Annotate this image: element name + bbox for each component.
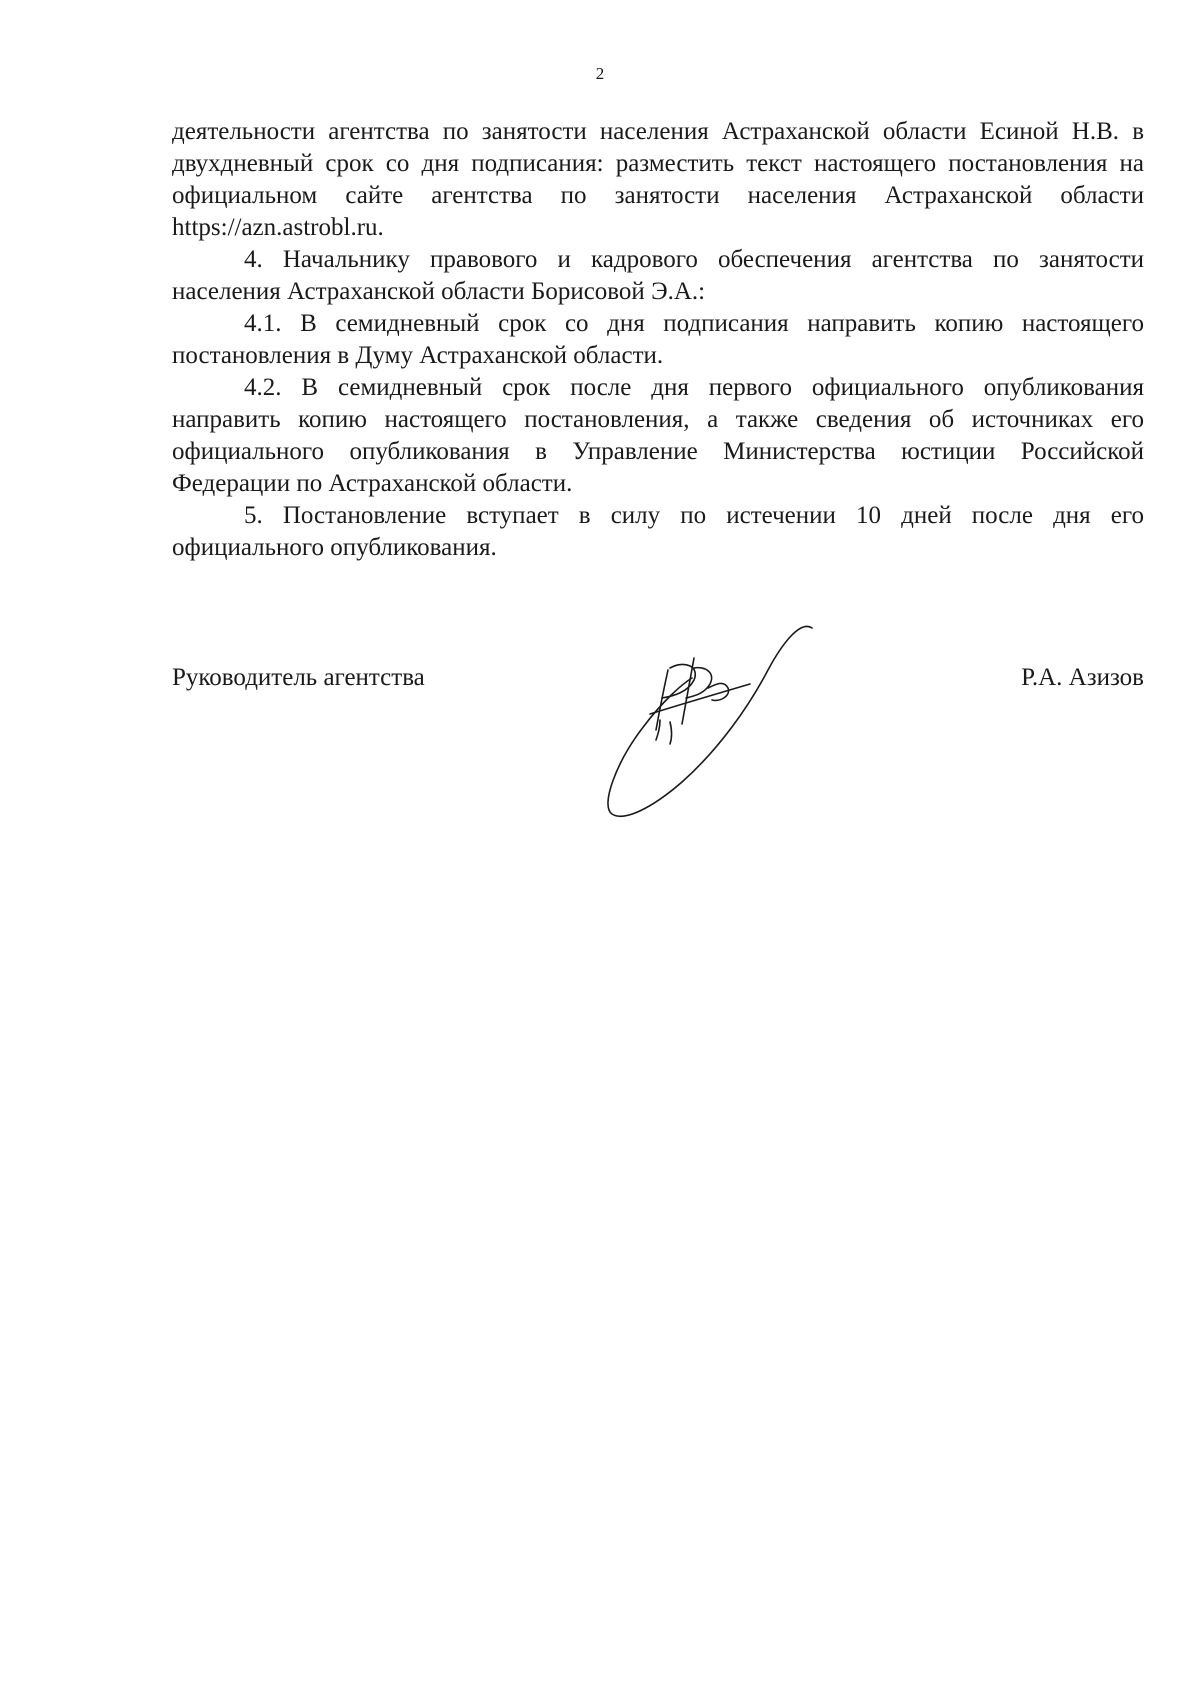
handwritten-signature-icon xyxy=(590,622,830,842)
paragraph-continuation: деятельности агентства по занятости населения Астраханской области Есиной Н.В. в двухдневный срок со дня подписания: разместить текст настоящего постановления на официальном сайте агентства по занятости населения Астраханской области https://azn.astrobl.ru. xyxy=(172,118,1144,241)
document-body xyxy=(172,116,1144,564)
paragraph-item-4-2: 4.2. В семидневный срок после дня первого официального опубликования направить копию настоящего постановления, а также сведения об источниках его официального опубликования в Управление Министерства юстиции Российской Федерации по Астраханской области. xyxy=(172,374,1144,497)
paragraph-item-4: 4. Начальнику правового и кадрового обеспечения агентства по занятости населения Астраханской области Борисовой Э.А.: xyxy=(172,246,1144,305)
paragraph-item-4-1: 4.1. В семидневный срок со дня подписания направить копию настоящего постановления в Думу Астраханской области. xyxy=(172,310,1144,369)
page-number: 2 xyxy=(595,64,605,83)
signatory-title: Руководитель агентства xyxy=(172,664,425,691)
signatory-name: Р.А. Азизов xyxy=(1021,664,1144,691)
paragraph-item-5: 5. Постановление вступает в силу по истечении 10 дней после дня его официального опубликования. xyxy=(172,502,1144,561)
